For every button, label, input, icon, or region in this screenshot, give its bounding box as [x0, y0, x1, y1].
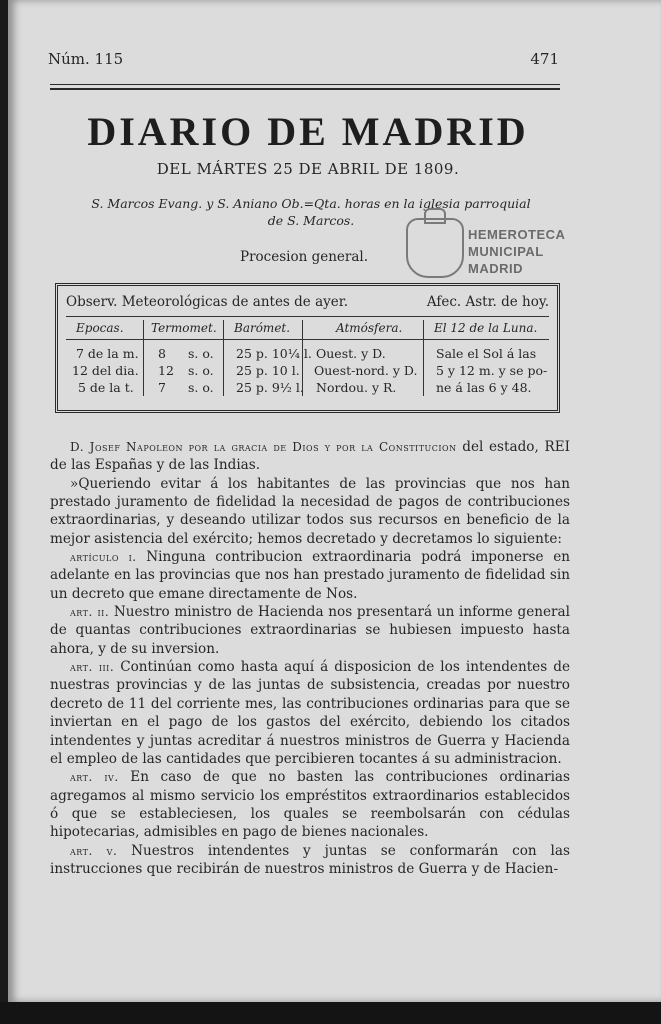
article-text: Ninguna contribucion extraordinaria podrá imponerse en adelante en las provincias que nos han prestado juramento de fidelidad sin un decreto que emane directamente de Nos. — [50, 549, 571, 602]
masthead-title: DIARIO DE MADRID — [87, 109, 529, 154]
article-label: art. v. — [70, 843, 118, 858]
article-text: En caso de que no basten las contribuciones ordinarias agregamos al mismo servicio los empréstitos extraordinarios establecidos ó que se estableciesen, los quales se reembolsarán con cédulas hipotecarias, admisibles en pago de bienes nacionales. — [50, 769, 570, 841]
library-stamp — [406, 218, 586, 278]
stamp-seal-icon — [406, 218, 464, 278]
issue-date: DEL MÁRTES 25 DE ABRIL DE 1809. — [156, 160, 460, 178]
newspaper-page — [8, 0, 661, 1002]
cell-termometro: 8 — [158, 346, 166, 361]
article-2 — [50, 603, 570, 658]
article-text: Nuestro ministro de Hacienda nos presentará un informe general de quantas contribuciones extraordinarias se hubiesen impuesto hasta ahora, y de su inversion. — [50, 604, 570, 657]
col-header-epocas: Epocas. — [76, 321, 124, 335]
col-header-barometro: Barómet. — [234, 321, 291, 335]
cell-termometro: 12 — [158, 363, 174, 378]
decree-intro-rest: del estado, REI de las Españas y de las Indias. — [50, 439, 570, 474]
stamp-line-2: MUNICIPAL — [468, 244, 544, 259]
cell-barometro: 25 p. 10¼ l. — [236, 346, 312, 361]
article-5 — [50, 842, 570, 879]
saints-line-2: de S. Marcos. — [267, 213, 355, 228]
cell-termometro-unit: s. o. — [188, 363, 214, 378]
article-label: art. iii. — [70, 660, 115, 675]
col-header-astro: El 12 de la Luna. — [434, 321, 538, 335]
weather-title-left: Observ. Meteorológicas de antes de ayer. — [66, 294, 349, 310]
decree-intro — [50, 438, 570, 475]
weather-table — [55, 283, 560, 413]
page-number: 471 — [530, 50, 559, 68]
weather-row — [66, 380, 549, 398]
weather-header-divider — [66, 339, 549, 340]
cell-epoca: 7 de la m. — [76, 346, 139, 361]
header-rule-thin — [50, 88, 560, 90]
article-text: Nuestros intendentes y juntas se conformarán con las instrucciones que recibirán de nuestros ministros de Guerra y de Hacien- — [50, 842, 570, 877]
stamp-line-3: MADRID — [468, 261, 523, 276]
article-3 — [50, 658, 570, 768]
cell-barometro: 25 p. 9½ l. — [236, 380, 304, 395]
cell-termometro-unit: s. o. — [188, 380, 214, 395]
col-header-atmosfera: Atmósfera. — [336, 321, 403, 335]
article-label: art. ii. — [70, 605, 110, 620]
weather-row — [66, 346, 549, 364]
cell-astro: 5 y 12 m. y se po- — [436, 363, 548, 378]
cell-atmosfera: Nordou. y R. — [316, 380, 397, 395]
cell-atmosfera: Ouest-nord. y D. — [314, 363, 418, 378]
col-header-termometro: Termomet. — [151, 321, 217, 335]
stamp-text — [468, 226, 565, 277]
cell-barometro: 25 p. 10 l. — [236, 363, 300, 378]
decree-intro-title: D. Josef Napoleon por la gracia de Dios y por la Constitucion — [70, 440, 457, 454]
procession-note: Procesion general. — [240, 249, 368, 265]
stamp-line-1: HEMEROTECA — [468, 227, 566, 242]
issue-number: Núm. 115 — [48, 50, 124, 68]
weather-title-right: Afec. Astr. de hoy. — [426, 294, 549, 310]
weather-row — [66, 363, 549, 381]
cell-astro: Sale el Sol á las — [436, 346, 537, 361]
cell-termometro: 7 — [158, 380, 166, 395]
article-text: Continúan como hasta aquí á disposicion de los intendentes de nuestras provincias y de las juntas de subsistencia, creadas por nuestro decreto de 11 del corriente mes, las contribuciones ordinarias para que se inviertan en el pago de los gastos del exército, debiendo los citados intendentes y juntas acreditar á nuestros ministros de Guerra y Hacienda el empleo de las cantidades que percibieren tocantes á su administracion. — [50, 659, 570, 767]
saints-line-1: S. Marcos Evang. y S. Aniano Ob.=Qta. horas en la iglesia parroquial — [91, 196, 531, 211]
scan-bottom-edge — [0, 1002, 661, 1024]
cell-epoca: 12 del dia. — [72, 363, 139, 378]
cell-epoca: 5 de la t. — [78, 380, 134, 395]
article-label: art. iv. — [70, 770, 119, 785]
weather-divider — [66, 316, 549, 317]
cell-atmosfera: Ouest. y D. — [316, 346, 386, 361]
article-1 — [50, 548, 570, 603]
cell-astro: ne á las 6 y 48. — [436, 380, 532, 395]
article-label: artículo i. — [70, 550, 137, 565]
decree-body — [50, 438, 570, 878]
cell-termometro-unit: s. o. — [188, 346, 214, 361]
page-header — [48, 50, 557, 70]
decree-preamble: »Queriendo evitar á los habitantes de las provincias que nos han prestado juramento de fidelidad la necesidad de pagos de contribuciones extraordinarias, y deseando utilizar todos sus recursos en beneficio de la mejor asistencia del exército; hemos decretado y decretamos lo siguiente: — [50, 475, 570, 547]
header-rule-thick — [50, 84, 560, 85]
article-4 — [50, 768, 570, 841]
